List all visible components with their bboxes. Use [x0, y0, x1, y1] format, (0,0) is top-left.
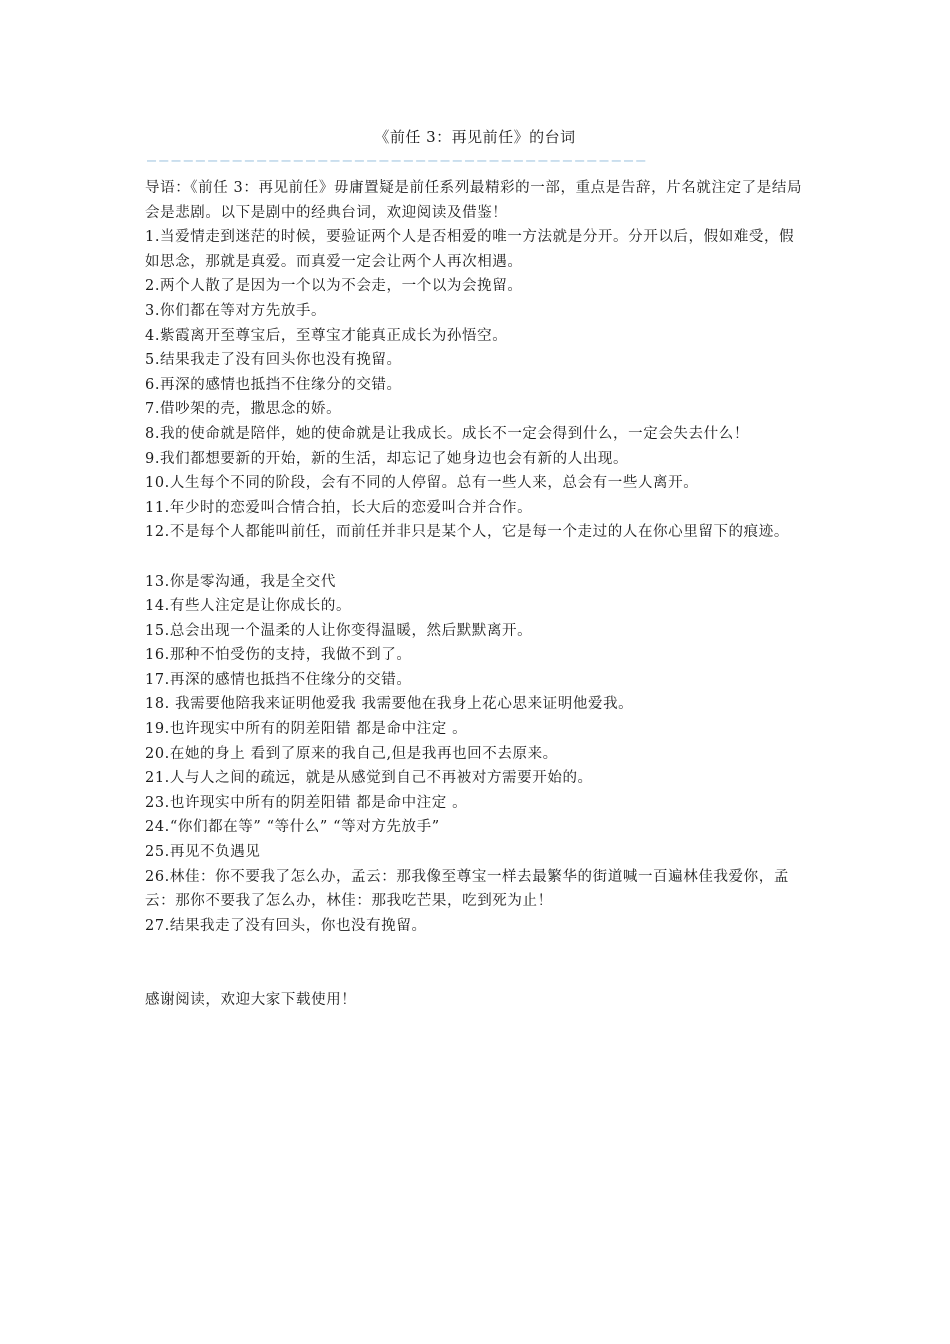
quote-line-12: 12.不是每个人都能叫前任，而前任并非只是某个人，它是每一个走过的人在你心里留下的痕迹。 [145, 524, 789, 541]
blank-line [145, 545, 809, 570]
quote-line-6: 6.再深的感情也抵挡不住缘分的交错。 [145, 376, 402, 393]
quote-line-10: 10.人生每个不同的阶段，会有不同的人停留。总有一些人来，总会有一些人离开。 [145, 475, 699, 492]
quote-line-23: 23.也许现实中所有的阴差阳错 都是命中注定 。 [145, 794, 468, 811]
document-body [145, 176, 809, 1012]
quote-line-5: 5.结果我走了没有回头你也没有挽留。 [145, 352, 402, 369]
spacer-line [145, 938, 809, 963]
intro-paragraph: 导语：《前任 3：再见前任》毋庸置疑是前任系列最精彩的一部，重点是告辞，片名就注定了是结局会是悲剧。以下是剧中的经典台词，欢迎阅读及借鉴！ [145, 180, 803, 221]
quote-line-21: 21.人与人之间的疏远，就是从感觉到自己不再被对方需要开始的。 [145, 770, 593, 787]
quote-line-14: 14.有些人注定是让你成长的。 [145, 598, 352, 615]
title-divider: ————————————————————————————————————————— [147, 151, 649, 169]
quote-line-26: 26.林佳：你不要我了怎么办，孟云：那我像至尊宝一样去最繁华的街道喊一百遍林佳我爱你，孟云：那你不要我了怎么办，林佳：那我吃芒果，吃到死为止！ [145, 868, 789, 910]
quote-line-2: 2.两个人散了是因为一个以为不会走，一个以为会挽留。 [145, 278, 523, 295]
quote-line-8: 8.我的使命就是陪伴，她的使命就是让我成长。成长不一定会得到什么，一定会失去什么！ [145, 425, 749, 442]
closing-text: 感谢阅读，欢迎大家下载使用！ [145, 991, 357, 1008]
quote-line-1: 1.当爱情走到迷茫的时候，要验证两个人是否相爱的唯一方法就是分开。分开以后，假如难受，假如思念，那就是真爱。而真爱一定会让两个人再次相遇。 [145, 229, 795, 270]
quote-line-24: 24.“你们都在等” “等什么” “等对方先放手” [145, 819, 440, 836]
quote-line-3: 3.你们都在等对方先放手。 [145, 302, 327, 319]
quote-line-20: 20.在她的身上 看到了原来的我自己,但是我再也回不去原来。 [145, 745, 558, 762]
quote-line-15: 15.总会出现一个温柔的人让你变得温暖，然后默默离开。 [145, 622, 533, 639]
quote-line-25: 25.再见不负遇见 [145, 844, 261, 861]
quote-line-16: 16.那种不怕受伤的支持，我做不到了。 [145, 647, 412, 664]
quote-line-13: 13.你是零沟通，我是全交代 [145, 573, 336, 590]
quote-line-4: 4.紫霞离开至尊宝后，至尊宝才能真正成长为孙悟空。 [145, 327, 508, 344]
quote-line-19: 19.也许现实中所有的阴差阳错 都是命中注定 。 [145, 721, 468, 738]
quote-line-11: 11.年少时的恋爱叫合情合拍，长大后的恋爱叫合并合作。 [145, 499, 533, 516]
quote-line-9: 9.我们都想要新的开始，新的生活，却忘记了她身边也会有新的人出现。 [145, 450, 629, 467]
document-title: 《前任 3：再见前任》的台词 [374, 128, 576, 146]
quote-line-17: 17.再深的感情也抵挡不住缘分的交错。 [145, 671, 412, 688]
quote-line-7: 7.借吵架的壳，撒思念的娇。 [145, 401, 342, 418]
quote-line-27: 27.结果我走了没有回头，你也没有挽留。 [145, 917, 427, 934]
spacer-line [145, 963, 809, 988]
quote-line-18: 18. 我需要他陪我来证明他爱我 我需要他在我身上花心思来证明他爱我。 [145, 696, 634, 713]
